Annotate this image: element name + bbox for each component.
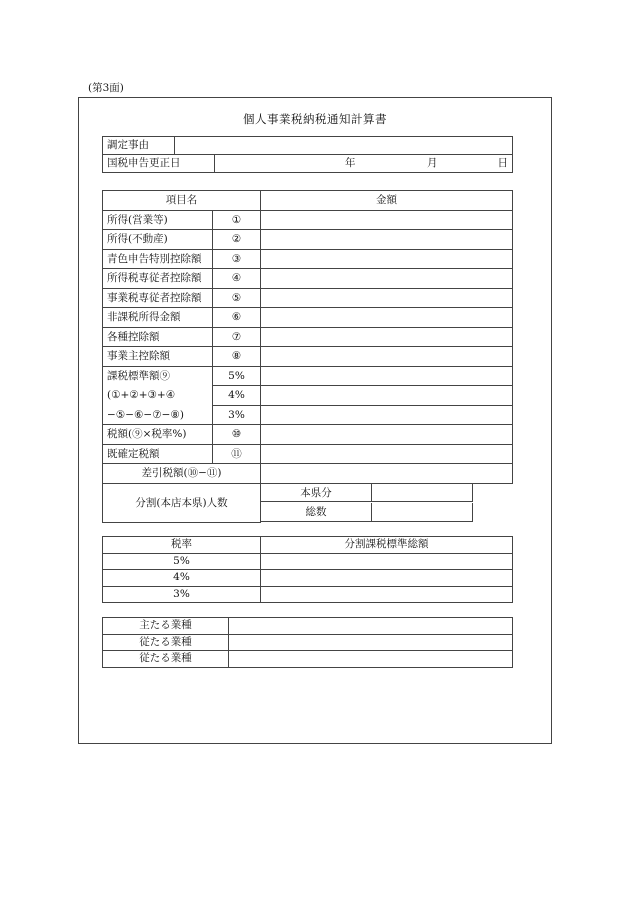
- amount-cell[interactable]: [261, 308, 513, 328]
- table-row: [103, 405, 513, 425]
- diff-label: 差引税額(⑩−⑪): [103, 464, 261, 484]
- amount-cell[interactable]: [261, 405, 513, 425]
- taxable-label: (①+②+③+④: [103, 386, 213, 406]
- table-row: [103, 210, 513, 230]
- rate-value: 4%: [103, 570, 261, 587]
- row-number: ③: [213, 249, 261, 269]
- amount-cell[interactable]: [261, 210, 513, 230]
- table-row: [103, 618, 513, 635]
- row-number: ⑧: [213, 347, 261, 367]
- amount-cell[interactable]: [261, 386, 513, 406]
- day-label: 日: [497, 157, 508, 169]
- row-label: 事業主控除額: [103, 347, 213, 367]
- row-label: 所得(営業等): [103, 210, 213, 230]
- amount-cell[interactable]: [261, 366, 513, 386]
- table-row: [103, 249, 513, 269]
- table-row: [103, 634, 513, 651]
- table-row: [103, 327, 513, 347]
- row-label: 各種控除額: [103, 327, 213, 347]
- business-type-table: [102, 617, 513, 668]
- split-total-value[interactable]: [372, 503, 473, 522]
- table-row: [103, 308, 513, 328]
- rate-label: 5%: [213, 366, 261, 386]
- row-number: ④: [213, 269, 261, 289]
- split-this-pref-label: 本県分: [261, 484, 372, 502]
- rate-label: 3%: [213, 405, 261, 425]
- page-label: (第3面): [88, 82, 124, 94]
- month-label: 月: [427, 157, 438, 169]
- row-number: ⑤: [213, 288, 261, 308]
- calc-table: [102, 190, 513, 523]
- form-title: 個人事業税納税通知計算書: [243, 112, 387, 126]
- split-row: [103, 483, 513, 503]
- col-amount-header: 金額: [261, 191, 513, 211]
- reason-value[interactable]: [175, 137, 513, 155]
- row-number: ⑦: [213, 327, 261, 347]
- table-row: [103, 386, 513, 406]
- table-row: [103, 464, 513, 484]
- row-label: 税額(⑨×税率%): [103, 425, 213, 445]
- revision-date-field[interactable]: [215, 155, 513, 173]
- amount-cell[interactable]: [261, 570, 513, 587]
- row-label: 事業税専従者控除額: [103, 288, 213, 308]
- amount-cell[interactable]: [261, 249, 513, 269]
- rate-value: 5%: [103, 553, 261, 570]
- business-type-label: 従たる業種: [103, 634, 229, 651]
- split-cell: [261, 503, 513, 523]
- amount-cell[interactable]: [261, 586, 513, 603]
- row-number: ①: [213, 210, 261, 230]
- table-row: [103, 586, 513, 603]
- amount-cell[interactable]: [261, 288, 513, 308]
- split-label: 分割(本店本県)人数: [103, 483, 261, 522]
- amount-cell[interactable]: [261, 464, 513, 484]
- business-type-value[interactable]: [229, 618, 513, 635]
- col-item-header: 項目名: [103, 191, 261, 211]
- rate-label: 4%: [213, 386, 261, 406]
- amount-cell[interactable]: [261, 553, 513, 570]
- table-row: [103, 553, 513, 570]
- rate-col-header: 税率: [103, 537, 261, 554]
- row-label: 青色申告特別控除額: [103, 249, 213, 269]
- amount-cell[interactable]: [261, 444, 513, 464]
- row-number: ⑩: [213, 425, 261, 445]
- amount-cell[interactable]: [261, 230, 513, 250]
- taxable-label: 課税標準額⑨: [103, 366, 213, 386]
- date-label: 国税申告更正日: [103, 155, 215, 173]
- rate-value: 3%: [103, 586, 261, 603]
- rate-table: [102, 536, 513, 603]
- table-row: [103, 347, 513, 367]
- row-number: ⑪: [213, 444, 261, 464]
- row-label: 非課税所得金額: [103, 308, 213, 328]
- table-row: [103, 651, 513, 668]
- row-number: ②: [213, 230, 261, 250]
- table-row: [103, 288, 513, 308]
- table-row: [103, 366, 513, 386]
- business-type-label: 主たる業種: [103, 618, 229, 635]
- row-label: 既確定税額: [103, 444, 213, 464]
- split-this-pref-value[interactable]: [372, 484, 473, 502]
- taxable-label: −⑤−⑥−⑦−⑧): [103, 405, 213, 425]
- amount-cell[interactable]: [261, 327, 513, 347]
- reason-label: 調定事由: [103, 137, 175, 155]
- amount-cell[interactable]: [261, 269, 513, 289]
- table-row: [103, 269, 513, 289]
- split-cell: [261, 483, 513, 503]
- split-amount-col-header: 分割課税標準総額: [261, 537, 513, 554]
- table-row: [103, 570, 513, 587]
- business-type-label: 従たる業種: [103, 651, 229, 668]
- row-number: ⑥: [213, 308, 261, 328]
- row-label: 所得(不動産): [103, 230, 213, 250]
- table-row: [103, 444, 513, 464]
- table-row: [103, 230, 513, 250]
- business-type-value[interactable]: [229, 634, 513, 651]
- business-type-value[interactable]: [229, 651, 513, 668]
- year-label: 年: [345, 157, 356, 169]
- split-total-label: 総数: [261, 503, 372, 522]
- table-row: [103, 425, 513, 445]
- row-label: 所得税専従者控除額: [103, 269, 213, 289]
- amount-cell[interactable]: [261, 425, 513, 445]
- amount-cell[interactable]: [261, 347, 513, 367]
- header-table: [102, 136, 513, 173]
